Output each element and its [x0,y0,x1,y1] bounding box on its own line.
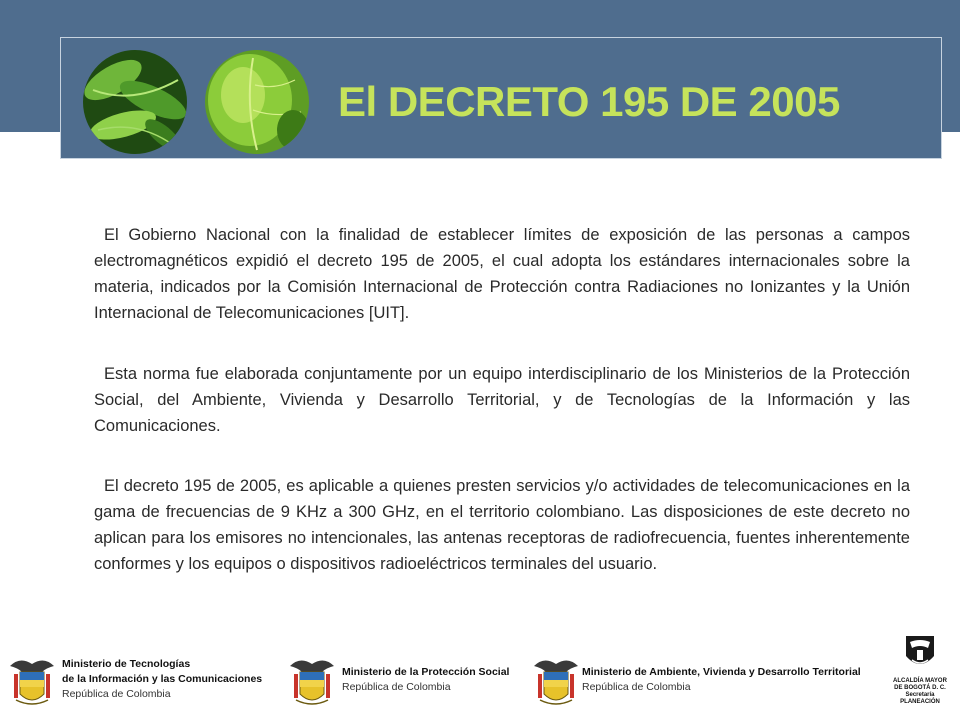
ministry-1-country: República de Colombia [62,688,171,700]
ministry-1-name: Ministerio de Tecnologías [62,658,191,670]
leaf-photo-left [83,50,187,154]
slide-title: El DECRETO 195 DE 2005 [338,78,840,125]
alcaldia-line-3: Secretaría [905,692,935,698]
ministry-2-name: Ministerio de la Protección Social [342,666,510,678]
colombia-seal-icon [286,652,338,708]
colombia-seal-icon [6,652,58,708]
bogota-shield-icon [904,634,936,672]
ministry-3-name: Ministerio de Ambiente, Vivienda y Desarrollo Territorial [582,666,861,678]
ministry-1-name-cont: de la Información y las Comunicaciones [62,673,263,685]
alcaldia-line-4: PLANEACIÓN [900,699,940,705]
paragraph-3: El decreto 195 de 2005, es aplicable a quienes presten servicios y/o actividades de telecomunicaciones en la gama de frecuencias de 9 KHz a 300 GHz, en el territorio colombiano. Las disposiciones de este decreto no aplican para los emisores no intencionales, las antenas receptoras de radiofrecuencia, fuentes inherentemente conformes y los equipos o dispositivos radioeléctricos terminales del usuario. [94,477,910,573]
footer-minambiente [530,652,880,708]
paragraph-2: Esta norma fue elaborada conjuntamente por un equipo interdisciplinario de los Ministerios de la Protección Social, del Ambiente, Vivienda y Desarrollo Territorial, y de Tecnologías de la Información y las Comunicaciones. [94,365,910,435]
ministry-3-country: República de Colombia [582,681,691,693]
colombia-seal-icon [530,652,582,708]
alcaldia-line-1: ALCALDÍA MAYOR [893,678,947,684]
footer-mintic [6,652,276,708]
ministry-2-country: República de Colombia [342,681,451,693]
alcaldia-line-2: DE BOGOTÁ D. C. [894,685,946,691]
alcaldia-logo [884,634,956,706]
paragraph-1: El Gobierno Nacional con la finalidad de establecer límites de exposición de las personas a campos electromagnéticos expidió el decreto 195 de 2005, el cual adopta los estándares internacionales sobre la materia, indicados por la Comisión Internacional de Protección contra Radiaciones no Ionizantes y la Unión Internacional de Telecomunicaciones [UIT]. [94,226,910,322]
footer-minproteccion [286,652,526,708]
leaf-photo-right [205,50,309,154]
